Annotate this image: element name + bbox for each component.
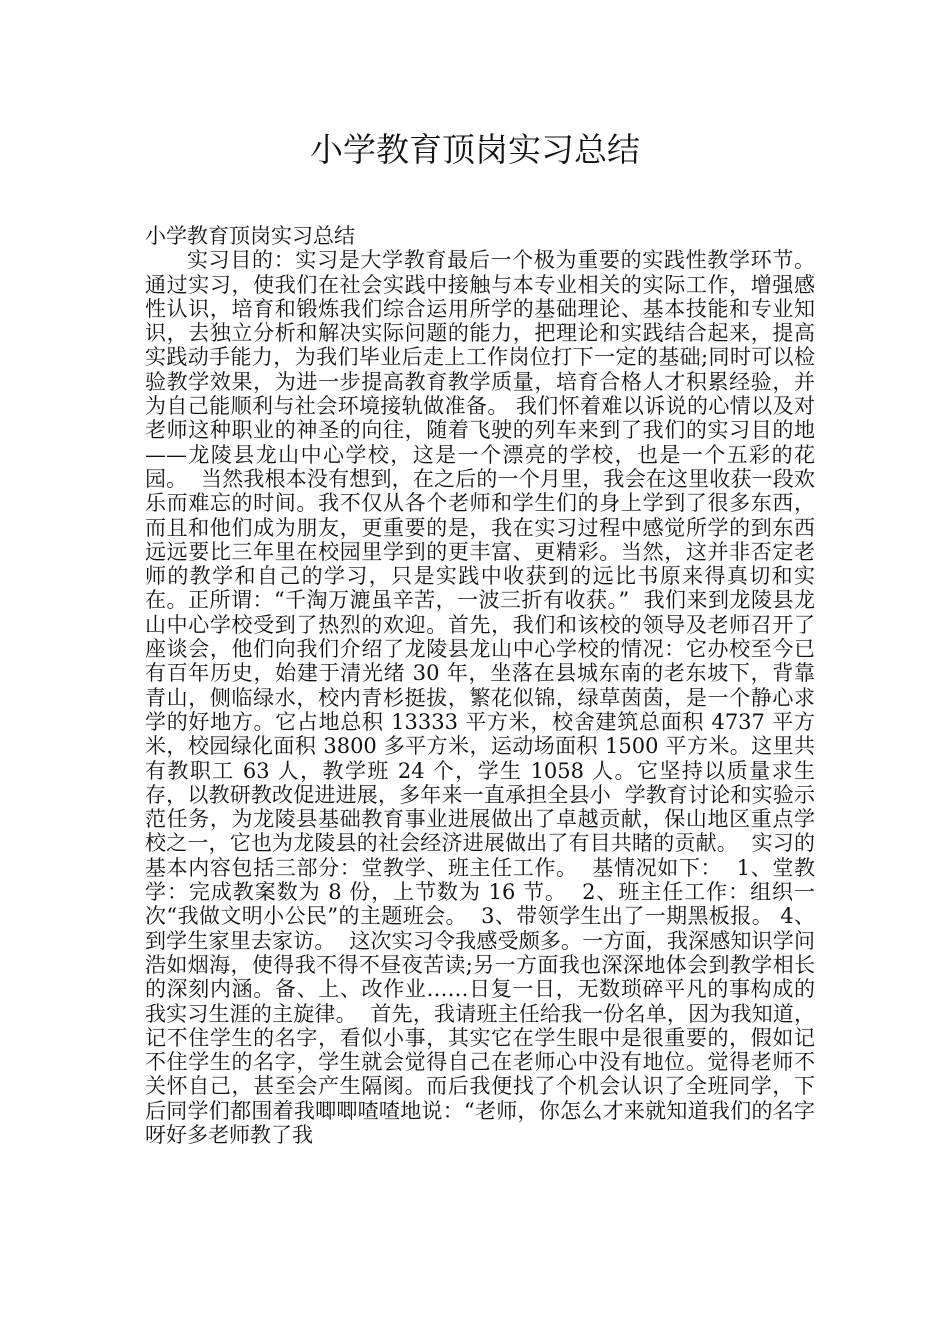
document-paragraph: 实习目的：实习是大学教育最后一个极为重要的实践性教学环节。通过实习，使我们在社会实践中接触与本专业相关的实际工作，增强感性认识，培育和锻炼我们综合运用所学的基础理论、基本技能和专业知识，去独立分析和解决实际问题的能力，把理论和实践结合起来，提高实践动手能力，为我们毕业后走上工作岗位打下一定的基础;同时可以检验教学效果，为进一步提高教育教学质量，培育合格人才积累经验，并为自己能顺利与社会环境接轨做准备。 我们怀着难以诉说的心情以及对老师这种职业的神圣的向往，随着飞驶的列车来到了我们的实习目的地——龙陵县龙山中心学校，这是一个漂亮的学校，也是一个五彩的花园。 当然我根本没有想到，在之后的一个月里，我会在这里收获一段欢乐而难忘的时间。我不仅从各个老师和学生们的身上学到了很多东西，而且和他们成为朋友，更重要的是，我在实习过程中感觉所学的到东西远远要比三年里在校园里学到的更丰富、更精彩。当然，这并非否定老师的教学和自己的学习，只是实践中收获到的远比书原来得真切和实在。正所谓：“千淘万漉虽辛苦，一波三折有收获。” 我们来到龙陵县龙山中心学校受到了热烈的欢迎。首先，我们和该校的领导及老师召开了座谈会，他们向我们介绍了龙陵县龙山中心学校的情况：它办校至今已有百年历史，始建于清光绪 30 年，坐落在县城东南的老东坡下，背靠青山，侧临绿水，校内青杉挺拔，繁花似锦，绿草茵茵，是一个静心求学的好地方。它占地总积 13333 平方米，校舍建筑总面积 4737 平方米，校园绿化面积 3800 多平方米，运动场面积 1500 平方米。这里共有教职工 63 人，教学班 24 个，学生 1058 人。它坚持以质量求生存，以教研教改促进进展，多年来一直承担全县小 学教育讨论和实验示范任务，为龙陵县基础教育事业进展做出了卓越贡献，保山地区重点学校之一，它也为龙陵县的社会经济进展做出了有目共睹的贡献。 实习的基本内容包括三部分：堂教学、班主任工作。 基情况如下： 1、堂教学：完成教案数为 8 份，上节数为 16 节。 2、班主任工作：组织一次“我做文明小公民”的主题班会。 3、带领学生出了一期黑板报。 4、到学生家里去家访。 这次实习令我感受颇多。一方面，我深感知识学问浩如烟海，使得我不得不昼夜苦读;另一方面我也深深地体会到教学相长的深刻内涵。备、上、改作业……日复一日，无数琐碎平凡的事构成的我实习生涯的主旋律。 首先，我请班主任给我一份名单，因为我知道，记不住学生的名字，看似小事，其实它在学生眼中是很重要的，假如记不住学生的名字，学生就会觉得自己在老师心中没有地位。觉得老师不关怀自己，甚至会产生隔阂。而后我便找了个机会认识了全班同学，下后同学们都围着我唧唧喳喳地说：“老师，你怎么才来就知道我们的名字呀好多老师教了我: [145, 248, 815, 1147]
document-subtitle: 小学教育顶岗实习总结: [145, 224, 355, 248]
document-body: [145, 224, 815, 1147]
page-title: 小学教育顶岗实习总结: [310, 130, 640, 169]
